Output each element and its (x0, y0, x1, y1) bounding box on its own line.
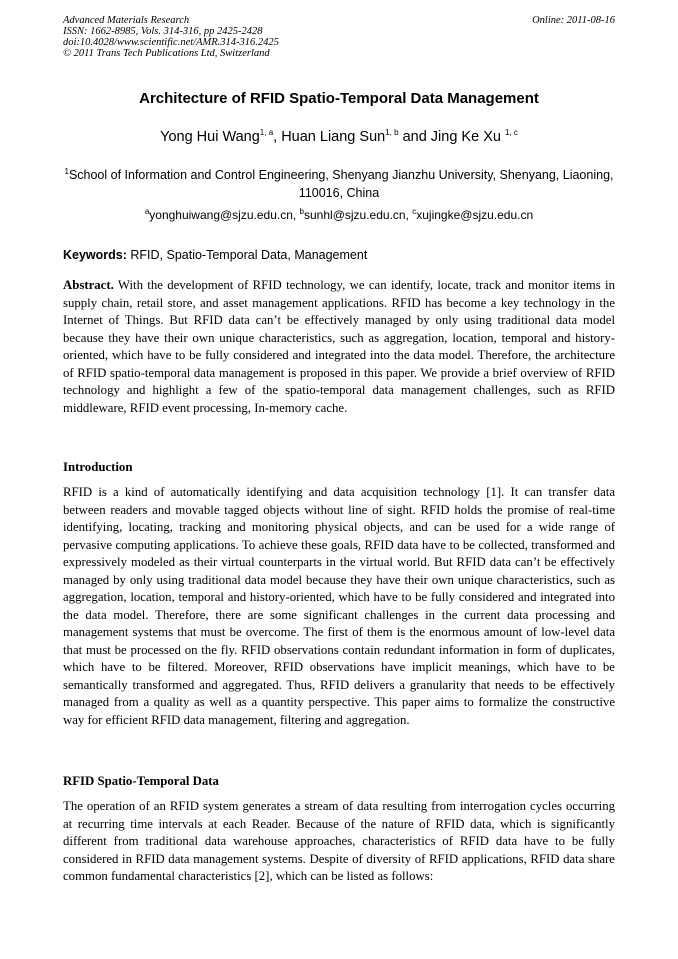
email-superscript: c (412, 207, 417, 216)
affiliation-text: School of Information and Control Engineering, Shenyang Jianzhu University, Shenyang, Liaoning, 110016, China (68, 168, 614, 200)
author-superscript: 1, b (385, 128, 399, 138)
email-superscript: b (299, 207, 304, 216)
author-list (0, 129, 678, 145)
section-heading-rfid-data: RFID Spatio-Temporal Data (63, 774, 219, 788)
abstract-label: Abstract. (63, 278, 114, 292)
author-separator: and (398, 129, 431, 145)
author-superscript: 1, a (259, 128, 274, 138)
section-body-introduction: RFID is a kind of automatically identifying and data acquisition technology [1]. It can transfer data between readers and movable tagged objects without line of sight. RFID holds the promise of real-time identifying, locating, tracking and monitoring physical objects, and can be used for a wide range of pervasive computing applications. To achieve these goals, RFID data have to be collected, transformed and expressively modeled as their virtual counterparts in the virtual world. But RFID data can’t be effectively managed by only using traditional data model because they have their own unique characteristics, such as aggregation, location, temporal and history-oriented, which have to be fully considered and integrated into the data model. Therefore, there are some significant challenges in the current data processing and management systems that must be overcome. The first of them is the enormous amount of low-level data that must be processed on the fly. RFID observations contain redundant information in form of duplicates, which have to be filtered. Moreover, RFID observations have implicit meanings, which have to be semantically transformed and aggregated. Thus, RFID delivers a granularity that needs to be effectively managed from a quality as well as a quantity perspective. This paper aims to formalize the constructive way for efficient RFID data management, filtering and aggregation. (63, 485, 615, 727)
issn-line: ISSN: 1662-8985, Vols. 314-316, pp 2425-2428 (63, 26, 263, 37)
author-name: Yong Hui Wang (160, 129, 260, 145)
email-address: yonghuiwang@sjzu.edu.cn, (149, 208, 300, 222)
email-list (0, 208, 678, 222)
author-name: Huan Liang Sun (281, 129, 386, 145)
copyright-line: © 2011 Trans Tech Publications Ltd, Switzerland (63, 48, 270, 59)
journal-header (63, 15, 615, 59)
journal-name: Advanced Materials Research (63, 15, 190, 26)
abstract (63, 277, 615, 417)
online-date: Online: 2011-08-16 (532, 15, 615, 26)
author-superscript: 1, c (504, 128, 518, 138)
email-address: sunhl@sjzu.edu.cn, (304, 208, 413, 222)
section-heading-introduction: Introduction (63, 460, 133, 474)
paper-title: Architecture of RFID Spatio-Temporal Data Management (139, 90, 539, 107)
doi-line: doi:10.4028/www.scientific.net/AMR.314-316.2425 (63, 37, 279, 48)
affiliation-superscript: 1 (64, 166, 69, 176)
abstract-text: With the development of RFID technology, we can identify, locate, track and monitor items in supply chain, retail store, and asset management applications. RFID has become a key technology in the Internet of Things. But RFID data can’t be effectively managed by only using traditional data model because they have their own unique characteristics, such as aggregation, location, temporal and history-oriented, which have to be fully considered and integrated into the data model. Therefore, the architecture of RFID spatio-temporal data management is proposed in this paper. We provide a brief overview of RFID technology and highlight a few of the spatio-temporal data management challenges, such as RFID middleware, RFID event processing, In-memory cache. (63, 278, 615, 415)
author-separator: , (273, 129, 282, 145)
keywords-label: Keywords: (63, 248, 127, 262)
email-superscript: a (144, 207, 150, 216)
author-name: Jing Ke Xu (430, 129, 501, 145)
section-body-rfid-data: The operation of an RFID system generates a stream of data resulting from interrogation cycles occurring at recurring time intervals at each Reader. Because of the nature of RFID data, which is significantly different from traditional data warehouse approaches, characteristics of RFID data have to be fully considered in RFID data management systems. Despite of diversity of RFID applications, RFID data share common fundamental characteristics [2], which can be listed as follows: (63, 799, 615, 883)
email-address: xujingke@sjzu.edu.cn (416, 208, 534, 222)
keywords-text: RFID, Spatio-Temporal Data, Management (126, 248, 368, 262)
affiliation (63, 166, 615, 202)
keywords (63, 248, 615, 262)
